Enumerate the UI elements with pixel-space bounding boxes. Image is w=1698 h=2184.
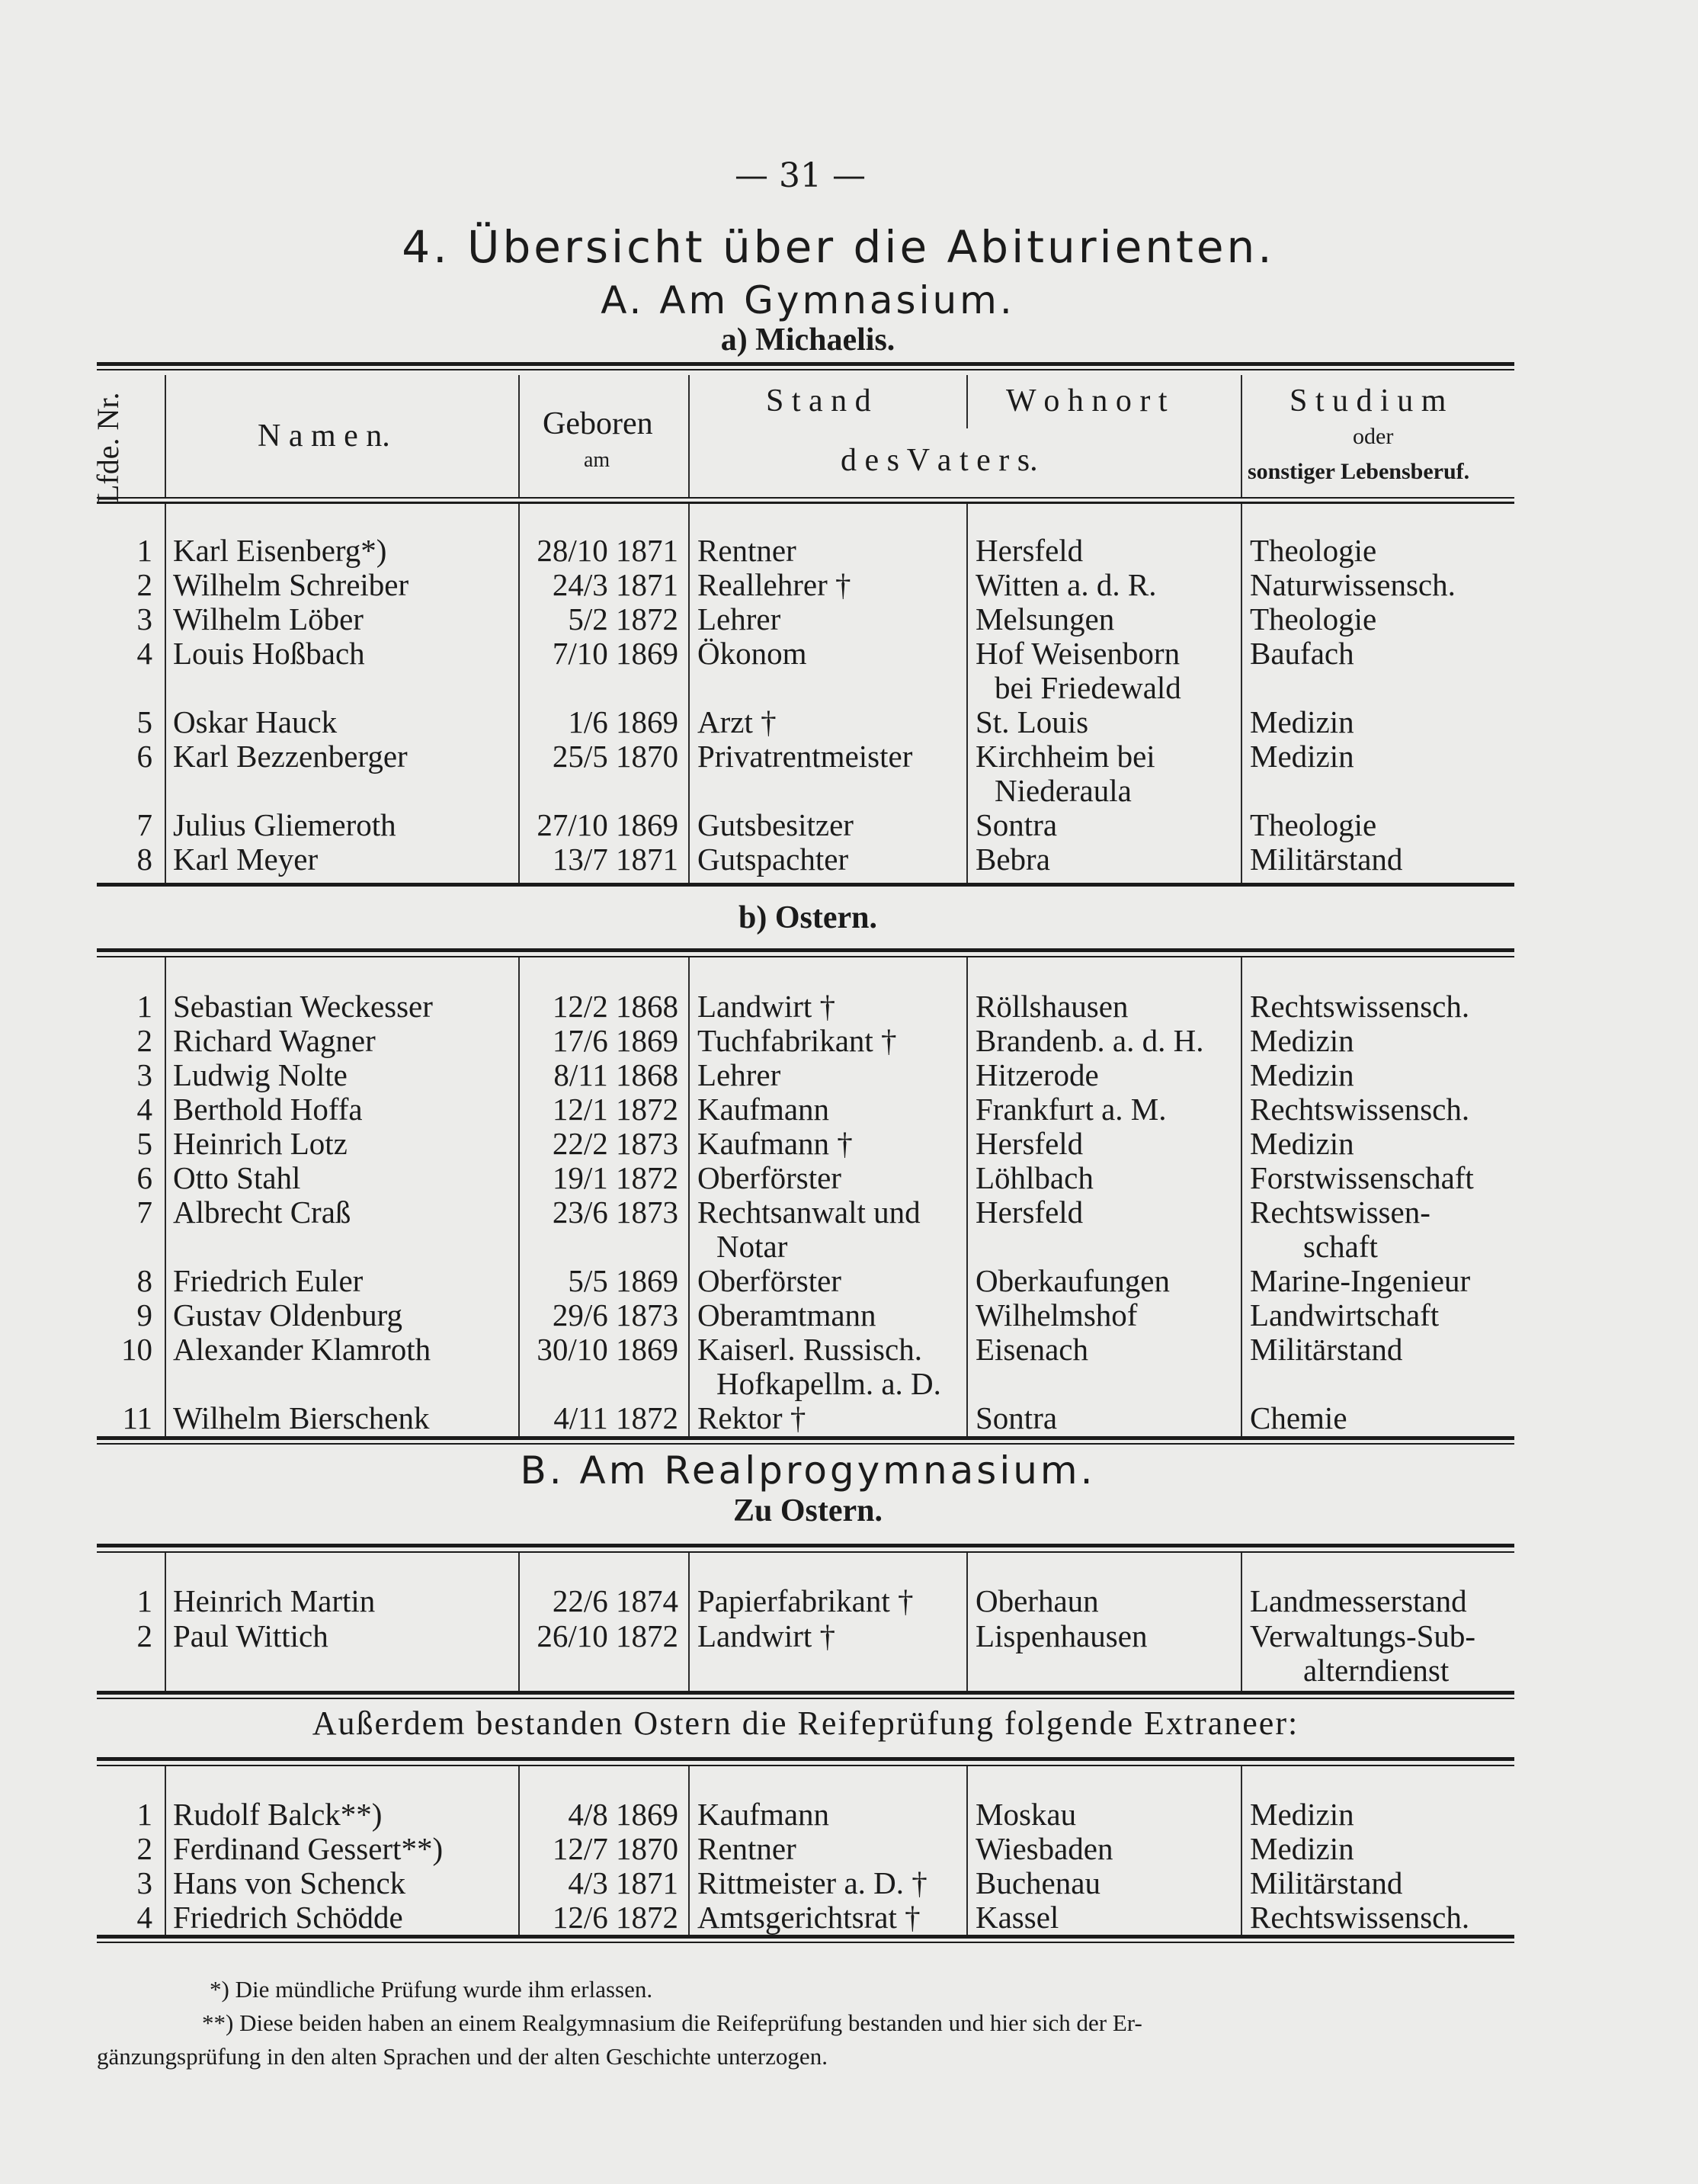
cell-wohnort: Hersfeld bbox=[976, 1195, 1084, 1230]
cell-name: Berthold Hoffa bbox=[173, 1092, 363, 1127]
cell-wohnort: Kassel bbox=[976, 1900, 1059, 1935]
cell-studium: Rechtswissensch. bbox=[1250, 1092, 1470, 1127]
cell-wohnort: Buchenau bbox=[976, 1865, 1100, 1900]
cell-studium: Baufach bbox=[1250, 636, 1354, 671]
header-bottom-rule bbox=[97, 497, 1514, 499]
cell-born: 13/7 1871 bbox=[552, 842, 678, 877]
cell-stand-2: Hofkapellm. a. D. bbox=[716, 1366, 941, 1401]
cell-name: Ludwig Nolte bbox=[173, 1057, 348, 1092]
extraneer-vline-4 bbox=[966, 1766, 968, 1935]
cell-wohnort: St. Louis bbox=[976, 704, 1089, 739]
cell-stand: Kaufmann bbox=[697, 1797, 830, 1832]
cell-wohnort: Sontra bbox=[976, 807, 1058, 842]
cell-born: 4/8 1869 bbox=[568, 1797, 678, 1832]
section-zu-ostern-heading: Zu Ostern. bbox=[732, 1493, 883, 1528]
cell-studium: Marine-Ingenieur bbox=[1250, 1263, 1471, 1298]
real-top-rule-thin bbox=[97, 1551, 1514, 1553]
cell-name: Sebastian Weckesser bbox=[173, 989, 433, 1024]
cell-born: 26/10 1872 bbox=[537, 1618, 678, 1653]
cell-nr: 2 bbox=[136, 567, 152, 602]
cell-nr: 7 bbox=[136, 807, 152, 842]
cell-studium: Militärstand bbox=[1250, 1332, 1403, 1367]
cell-stand: Reallehrer † bbox=[697, 567, 851, 602]
cell-born: 22/6 1874 bbox=[552, 1583, 678, 1618]
michaelis-vline-3 bbox=[688, 504, 690, 883]
header-vline-1 bbox=[165, 375, 166, 497]
cell-born: 22/2 1873 bbox=[552, 1126, 678, 1161]
cell-studium: Militärstand bbox=[1250, 1865, 1403, 1900]
cell-wohnort: Melsungen bbox=[976, 601, 1115, 637]
cell-born: 24/3 1871 bbox=[552, 567, 678, 602]
cell-wohnort-2: Niederaula bbox=[995, 773, 1132, 808]
footnote-2-line-2: gänzungsprüfung in den alten Sprachen und der alten Geschichte unterzogen. bbox=[97, 2043, 828, 2070]
cell-nr: 6 bbox=[136, 739, 152, 774]
cell-nr: 1 bbox=[136, 1797, 152, 1832]
cell-stand: Ökonom bbox=[697, 636, 807, 671]
cell-studium: Medizin bbox=[1250, 1831, 1354, 1866]
ostern-top-rule-thin bbox=[97, 956, 1514, 957]
cell-born: 5/5 1869 bbox=[568, 1263, 678, 1298]
cell-nr: 9 bbox=[136, 1297, 152, 1333]
cell-nr: 5 bbox=[136, 1126, 152, 1161]
cell-name: Wilhelm Löber bbox=[173, 601, 364, 637]
cell-stand: Kaiserl. Russisch. bbox=[697, 1332, 922, 1367]
ostern-vline-4 bbox=[966, 957, 968, 1436]
cell-stand: Landwirt † bbox=[697, 989, 836, 1024]
extraneer-vline-1 bbox=[165, 1766, 166, 1935]
header-lebensberuf: sonstiger Lebensberuf. bbox=[1248, 459, 1470, 484]
cell-nr: 2 bbox=[136, 1618, 152, 1653]
cell-nr: 7 bbox=[136, 1195, 152, 1230]
header-top-rule-thin bbox=[97, 369, 1514, 370]
cell-nr: 1 bbox=[136, 989, 152, 1024]
cell-name: Rudolf Balck**) bbox=[173, 1797, 383, 1832]
cell-stand: Rentner bbox=[697, 533, 796, 568]
footnote-2-line-1: **) Diese beiden haben an einem Realgymnasium die Reifeprüfung bestanden und hier sich der Er- bbox=[202, 2009, 1142, 2036]
cell-nr: 2 bbox=[136, 1831, 152, 1866]
cell-nr: 1 bbox=[136, 1583, 152, 1618]
extraneer-vline-5 bbox=[1241, 1766, 1242, 1935]
ostern-vline-5 bbox=[1241, 957, 1242, 1436]
cell-wohnort: Bebra bbox=[976, 842, 1050, 877]
cell-studium: Naturwissensch. bbox=[1250, 567, 1456, 602]
cell-stand: Gutspachter bbox=[697, 842, 849, 877]
cell-born: 12/2 1868 bbox=[552, 989, 678, 1024]
cell-name: Albrecht Craß bbox=[173, 1195, 351, 1230]
real-top-rule bbox=[97, 1544, 1514, 1547]
cell-wohnort: Kirchheim bei bbox=[976, 739, 1155, 774]
cell-wohnort-2: bei Friedewald bbox=[995, 670, 1181, 705]
cell-studium: Medizin bbox=[1250, 1023, 1354, 1058]
cell-stand: Kaufmann bbox=[697, 1092, 830, 1127]
michaelis-vline-4 bbox=[966, 504, 968, 883]
cell-nr: 2 bbox=[136, 1023, 152, 1058]
cell-nr: 3 bbox=[136, 1865, 152, 1900]
cell-born: 4/3 1871 bbox=[568, 1865, 678, 1900]
cell-born: 1/6 1869 bbox=[568, 704, 678, 739]
cell-name: Wilhelm Schreiber bbox=[173, 567, 409, 602]
cell-born: 19/1 1872 bbox=[552, 1160, 678, 1195]
header-oder: oder bbox=[1353, 424, 1394, 449]
cell-name: Louis Hoßbach bbox=[173, 636, 365, 671]
cell-name: Heinrich Lotz bbox=[173, 1126, 348, 1161]
cell-wohnort: Röllshausen bbox=[976, 989, 1129, 1024]
header-wohnort: W o h n o r t bbox=[1006, 383, 1168, 419]
real-vline-3 bbox=[688, 1553, 690, 1691]
header-vline-3 bbox=[688, 375, 690, 497]
real-vline-4 bbox=[966, 1553, 968, 1691]
michaelis-vline-1 bbox=[165, 504, 166, 883]
header-stand: S t a n d bbox=[766, 383, 871, 419]
cell-born: 28/10 1871 bbox=[537, 533, 678, 568]
cell-born: 17/6 1869 bbox=[552, 1023, 678, 1058]
cell-wohnort: Oberhaun bbox=[976, 1583, 1099, 1618]
cell-name: Karl Meyer bbox=[173, 842, 319, 877]
section-a-heading: A. Am Gymnasium. bbox=[601, 278, 1015, 322]
cell-name: Gustav Oldenburg bbox=[173, 1297, 403, 1333]
cell-nr: 8 bbox=[136, 842, 152, 877]
cell-studium: Chemie bbox=[1250, 1400, 1347, 1435]
cell-name: Wilhelm Bierschenk bbox=[173, 1400, 430, 1435]
cell-name: Otto Stahl bbox=[173, 1160, 301, 1195]
cell-stand: Rektor † bbox=[697, 1400, 806, 1435]
header-nr: Lfde. Nr. bbox=[91, 392, 125, 503]
header-vline-4 bbox=[966, 375, 968, 428]
cell-studium: Theologie bbox=[1250, 601, 1377, 637]
cell-studium: Forstwissenschaft bbox=[1250, 1160, 1474, 1195]
page-number: — 31 — bbox=[735, 156, 866, 195]
cell-born: 23/6 1873 bbox=[552, 1195, 678, 1230]
header-vline-2 bbox=[518, 375, 520, 497]
cell-stand: Papierfabrikant † bbox=[697, 1583, 914, 1618]
cell-studium: Medizin bbox=[1250, 1797, 1354, 1832]
cell-nr: 11 bbox=[122, 1400, 152, 1435]
cell-studium: Rechtswissen- bbox=[1250, 1195, 1430, 1230]
cell-wohnort: Löhlbach bbox=[976, 1160, 1094, 1195]
extraneer-top-rule bbox=[97, 1757, 1514, 1761]
cell-nr: 6 bbox=[136, 1160, 152, 1195]
cell-wohnort: Brandenb. a. d. H. bbox=[976, 1023, 1204, 1058]
cell-studium: Medizin bbox=[1250, 1126, 1354, 1161]
header-top-rule bbox=[97, 362, 1514, 366]
header-studium: S t u d i u m bbox=[1290, 383, 1447, 419]
cell-nr: 1 bbox=[136, 533, 152, 568]
cell-stand: Oberamtmann bbox=[697, 1297, 876, 1333]
cell-studium: Rechtswissensch. bbox=[1250, 989, 1470, 1024]
cell-name: Ferdinand Gessert**) bbox=[173, 1831, 444, 1866]
cell-nr: 4 bbox=[136, 1900, 152, 1935]
footnote-1: *) Die mündliche Prüfung wurde ihm erlassen. bbox=[210, 1976, 653, 2003]
cell-name: Oskar Hauck bbox=[173, 704, 338, 739]
cell-stand: Gutsbesitzer bbox=[697, 807, 854, 842]
section-ostern-heading: b) Ostern. bbox=[738, 900, 877, 935]
header-born-am: am bbox=[584, 448, 610, 472]
cell-stand-2: Notar bbox=[716, 1229, 788, 1264]
cell-nr: 10 bbox=[121, 1332, 152, 1367]
cell-studium-2: schaft bbox=[1303, 1229, 1378, 1264]
cell-stand: Rittmeister a. D. † bbox=[697, 1865, 927, 1900]
cell-born: 25/5 1870 bbox=[552, 739, 678, 774]
ostern-bottom-rule-thin bbox=[97, 1443, 1514, 1445]
cell-stand: Oberförster bbox=[697, 1263, 841, 1298]
cell-name: Karl Bezzenberger bbox=[173, 739, 408, 774]
cell-studium: Militärstand bbox=[1250, 842, 1403, 877]
cell-nr: 3 bbox=[136, 1057, 152, 1092]
extraneer-heading: Außerdem bestanden Ostern die Reifeprüfung folgende Extraneer: bbox=[312, 1705, 1299, 1742]
section-b-heading: B. Am Realprogymnasium. bbox=[520, 1448, 1096, 1493]
cell-studium-2: alterndienst bbox=[1303, 1653, 1450, 1688]
cell-born: 12/6 1872 bbox=[552, 1900, 678, 1935]
cell-wohnort: Eisenach bbox=[976, 1332, 1088, 1367]
cell-studium: Verwaltungs-Sub- bbox=[1250, 1618, 1476, 1653]
page-title: 4. Übersicht über die Abiturienten. bbox=[402, 221, 1275, 273]
cell-studium: Medizin bbox=[1250, 739, 1354, 774]
header-des-vaters: d e s V a t e r s. bbox=[841, 443, 1038, 478]
michaelis-vline-5 bbox=[1241, 504, 1242, 883]
extraneer-vline-3 bbox=[688, 1766, 690, 1935]
ostern-vline-1 bbox=[165, 957, 166, 1436]
cell-name: Julius Gliemeroth bbox=[173, 807, 396, 842]
cell-studium: Medizin bbox=[1250, 1057, 1354, 1092]
cell-wohnort: Lispenhausen bbox=[976, 1618, 1148, 1653]
extraneer-top-rule-thin bbox=[97, 1765, 1514, 1766]
cell-wohnort: Hersfeld bbox=[976, 533, 1084, 568]
cell-wohnort: Oberkaufungen bbox=[976, 1263, 1171, 1298]
header-vline-5 bbox=[1241, 375, 1242, 497]
header-born: Geboren bbox=[543, 406, 653, 441]
cell-studium: Rechtswissensch. bbox=[1250, 1900, 1470, 1935]
cell-studium: Theologie bbox=[1250, 533, 1377, 568]
cell-studium: Medizin bbox=[1250, 704, 1354, 739]
cell-born: 12/1 1872 bbox=[552, 1092, 678, 1127]
real-vline-5 bbox=[1241, 1553, 1242, 1691]
michaelis-bottom-rule bbox=[97, 883, 1514, 887]
cell-born: 8/11 1868 bbox=[553, 1057, 678, 1092]
real-bottom-rule-thin bbox=[97, 1698, 1514, 1699]
cell-stand: Oberförster bbox=[697, 1160, 841, 1195]
section-michaelis-heading: a) Michaelis. bbox=[720, 322, 895, 358]
cell-stand: Tuchfabrikant † bbox=[697, 1023, 897, 1058]
cell-name: Karl Eisenberg*) bbox=[173, 533, 387, 568]
cell-born: 12/7 1870 bbox=[552, 1831, 678, 1866]
ostern-top-rule bbox=[97, 948, 1514, 952]
cell-studium: Theologie bbox=[1250, 807, 1377, 842]
cell-wohnort: Hof Weisenborn bbox=[976, 636, 1181, 671]
cell-name: Hans von Schenck bbox=[173, 1865, 406, 1900]
cell-name: Friedrich Schödde bbox=[173, 1900, 403, 1935]
cell-born: 7/10 1869 bbox=[552, 636, 678, 671]
cell-stand: Rechtsanwalt und bbox=[697, 1195, 921, 1230]
cell-studium: Landmesserstand bbox=[1250, 1583, 1467, 1618]
cell-stand: Rentner bbox=[697, 1831, 796, 1866]
cell-born: 4/11 1872 bbox=[553, 1400, 678, 1435]
cell-name: Richard Wagner bbox=[173, 1023, 376, 1058]
cell-name: Alexander Klamroth bbox=[173, 1332, 431, 1367]
cell-nr: 8 bbox=[136, 1263, 152, 1298]
cell-nr: 4 bbox=[136, 636, 152, 671]
cell-born: 27/10 1869 bbox=[537, 807, 678, 842]
cell-name: Friedrich Euler bbox=[173, 1263, 364, 1298]
cell-stand: Lehrer bbox=[697, 601, 781, 637]
cell-wohnort: Frankfurt a. M. bbox=[976, 1092, 1167, 1127]
cell-name: Paul Wittich bbox=[173, 1618, 328, 1653]
cell-wohnort: Moskau bbox=[976, 1797, 1077, 1832]
cell-stand: Lehrer bbox=[697, 1057, 781, 1092]
cell-nr: 5 bbox=[136, 704, 152, 739]
cell-stand: Landwirt † bbox=[697, 1618, 836, 1653]
real-vline-1 bbox=[165, 1553, 166, 1691]
cell-nr: 4 bbox=[136, 1092, 152, 1127]
cell-wohnort: Sontra bbox=[976, 1400, 1058, 1435]
cell-name: Heinrich Martin bbox=[173, 1583, 376, 1618]
cell-wohnort: Hitzerode bbox=[976, 1057, 1099, 1092]
ostern-vline-3 bbox=[688, 957, 690, 1436]
real-bottom-rule bbox=[97, 1691, 1514, 1695]
cell-born: 30/10 1869 bbox=[537, 1332, 678, 1367]
cell-born: 5/2 1872 bbox=[568, 601, 678, 637]
cell-stand: Privatrentmeister bbox=[697, 739, 913, 774]
ostern-bottom-rule bbox=[97, 1436, 1514, 1440]
cell-stand: Amtsgerichtsrat † bbox=[697, 1900, 921, 1935]
cell-born: 29/6 1873 bbox=[552, 1297, 678, 1333]
cell-wohnort: Wiesbaden bbox=[976, 1831, 1113, 1866]
extraneer-bottom-rule bbox=[97, 1935, 1514, 1939]
cell-stand: Arzt † bbox=[697, 704, 777, 739]
header-bottom-rule-2 bbox=[97, 502, 1514, 504]
header-name: N a m e n. bbox=[258, 419, 390, 454]
cell-wohnort: Witten a. d. R. bbox=[976, 567, 1157, 602]
extraneer-bottom-rule-thin bbox=[97, 1942, 1514, 1943]
cell-nr: 3 bbox=[136, 601, 152, 637]
cell-wohnort: Hersfeld bbox=[976, 1126, 1084, 1161]
cell-studium: Landwirtschaft bbox=[1250, 1297, 1440, 1333]
cell-wohnort: Wilhelmshof bbox=[976, 1297, 1138, 1333]
cell-stand: Kaufmann † bbox=[697, 1126, 853, 1161]
